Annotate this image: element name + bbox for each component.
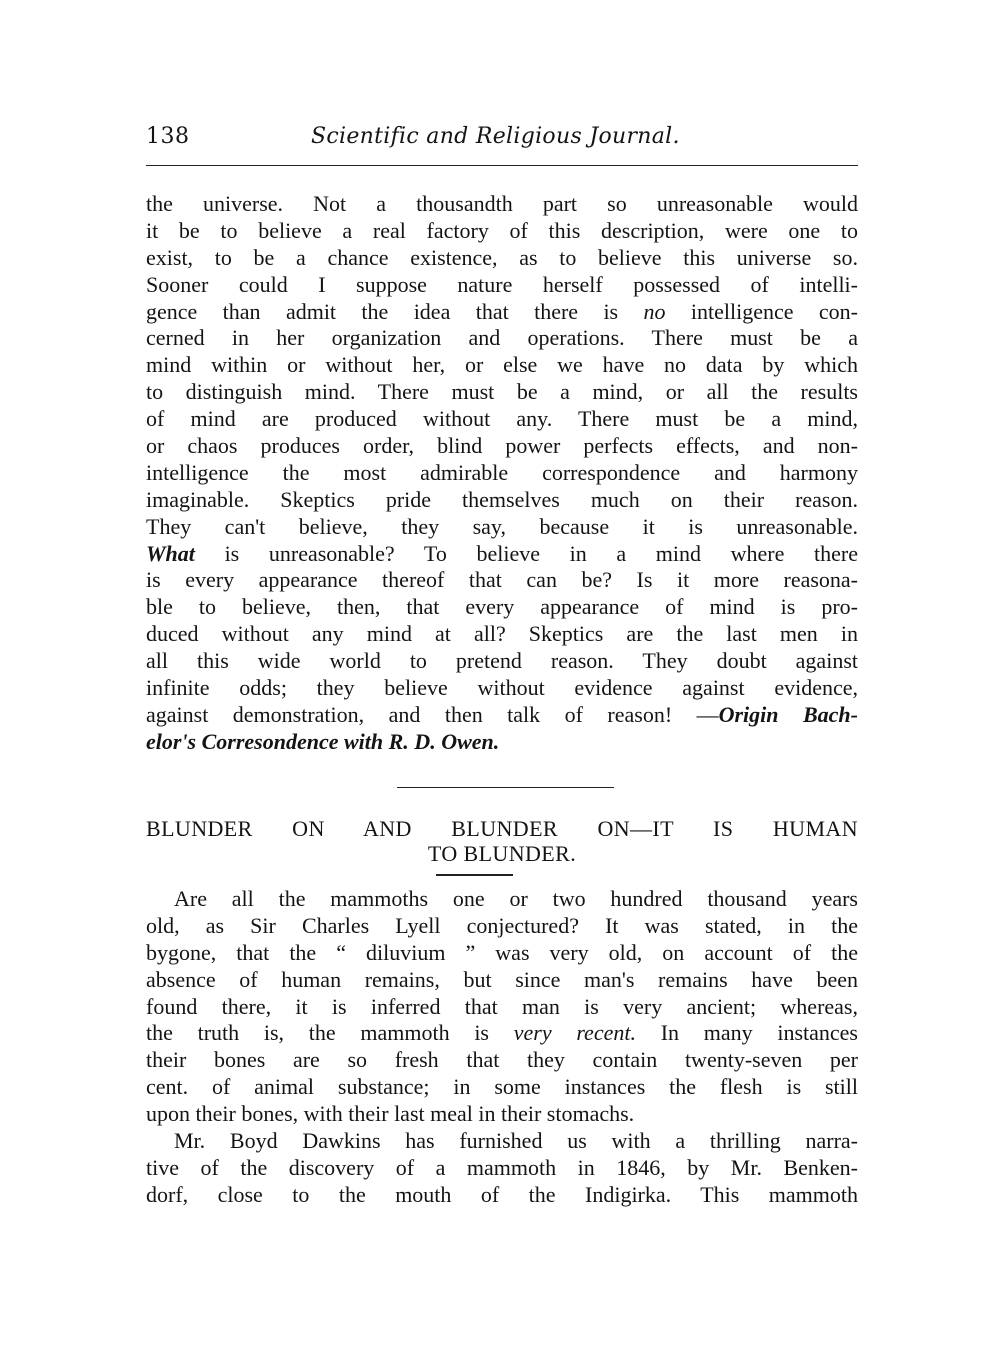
text-line: upon their bones, with their last meal in their stomachs. <box>146 1101 635 1127</box>
journal-title: Scientific and Religious Journal. <box>311 124 680 149</box>
text-line: it be to believe a real factory of this description, were one to <box>146 217 858 243</box>
text-line <box>146 729 858 756</box>
text-line: all this wide world to pretend reason. They doubt against <box>146 648 858 674</box>
header-rule <box>146 165 858 166</box>
text-line: is every appearance thereof that can be? Is it more reasona- <box>146 567 858 593</box>
text-segment: In many instances <box>660 1020 858 1046</box>
text-line: infinite odds; they believe without evidence against evidence, <box>146 675 858 701</box>
heading-underline <box>436 874 513 876</box>
text-segment: is unreasonable? To believe in a mind where there <box>224 540 858 566</box>
text-line: found there, it is inferred that man is very ancient; whereas, <box>146 993 858 1019</box>
text-segment: intelligence con- <box>665 298 858 324</box>
text-line: old, as Sir Charles Lyell conjectured? It was stated, in the <box>146 912 858 938</box>
text-line: They can't believe, they say, because it is unreasonable. <box>146 513 858 539</box>
text-line: ble to believe, then, that every appearance of mind is pro- <box>146 594 858 620</box>
section-divider <box>397 787 614 788</box>
text-line: of mind are produced without any. There must be a mind, <box>146 406 858 432</box>
text-line: cerned in her organization and operations. There must be a <box>146 325 858 351</box>
text-line: Sooner could I suppose nature herself possessed of intelli- <box>146 271 858 297</box>
text-line <box>146 299 858 326</box>
text-line: to distinguish mind. There must be a mind, or all the results <box>146 379 858 405</box>
text-segment: against demonstration, and then talk of reason! — <box>146 701 719 727</box>
text-line: or chaos produces order, blind power perfects effects, and non- <box>146 433 858 459</box>
text-line: cent. of animal substance; in some instances the flesh is still <box>146 1074 858 1100</box>
text-line: dorf, close to the mouth of the Indigirka. This mammoth <box>146 1181 858 1207</box>
text-line: their bones are so fresh that they contain twenty-seven per <box>146 1047 858 1073</box>
text-segment: gence than admit the idea that there is <box>146 298 644 324</box>
text-line: mind within or without her, or else we have no data by which <box>146 352 858 378</box>
text-line <box>146 702 858 729</box>
text-line: Are all the mammoths one or two hundred thousand years <box>174 886 858 911</box>
text-line: tive of the discovery of a mammoth in 1846, by Mr. Benken- <box>146 1154 858 1180</box>
article-body <box>146 886 858 1209</box>
text-line: Mr. Boyd Dawkins has furnished us with a thrilling narra- <box>174 1128 858 1154</box>
article-heading <box>146 816 858 866</box>
text-line: bygone, that the “ diluvium ” was very old, on account of the <box>146 939 858 965</box>
citation-source: elor's Corresondence with R. D. Owen. <box>146 728 500 754</box>
article-continuation <box>146 191 858 756</box>
text-line: imaginable. Skeptics pride themselves much on their reason. <box>146 486 858 512</box>
text-line <box>146 541 858 568</box>
text-line: exist, to be a chance existence, as to believe this universe so. <box>146 244 858 270</box>
text-line <box>146 1020 858 1047</box>
emphasis-very-recent: very recent. <box>513 1020 636 1046</box>
running-header <box>146 124 858 158</box>
text-line: intelligence the most admirable correspondence and harmony <box>146 459 858 485</box>
text-line: the universe. Not a thousandth part so unreasonable would <box>146 191 858 216</box>
text-line: absence of human remains, but since man's remains have been <box>146 966 858 992</box>
emphasis-no: no <box>643 298 666 324</box>
heading-line: TO BLUNDER. <box>427 841 577 866</box>
text-segment: the truth is, the mammoth is <box>146 1020 489 1046</box>
text-line: duced without any mind at all? Skeptics are the last men in <box>146 621 858 647</box>
emphasis-what: What <box>146 540 195 566</box>
heading-line: BLUNDER ON AND BLUNDER ON—IT IS HUMAN <box>146 816 858 841</box>
citation-origin: Origin Bach- <box>718 701 858 727</box>
page-number: 138 <box>146 124 190 149</box>
